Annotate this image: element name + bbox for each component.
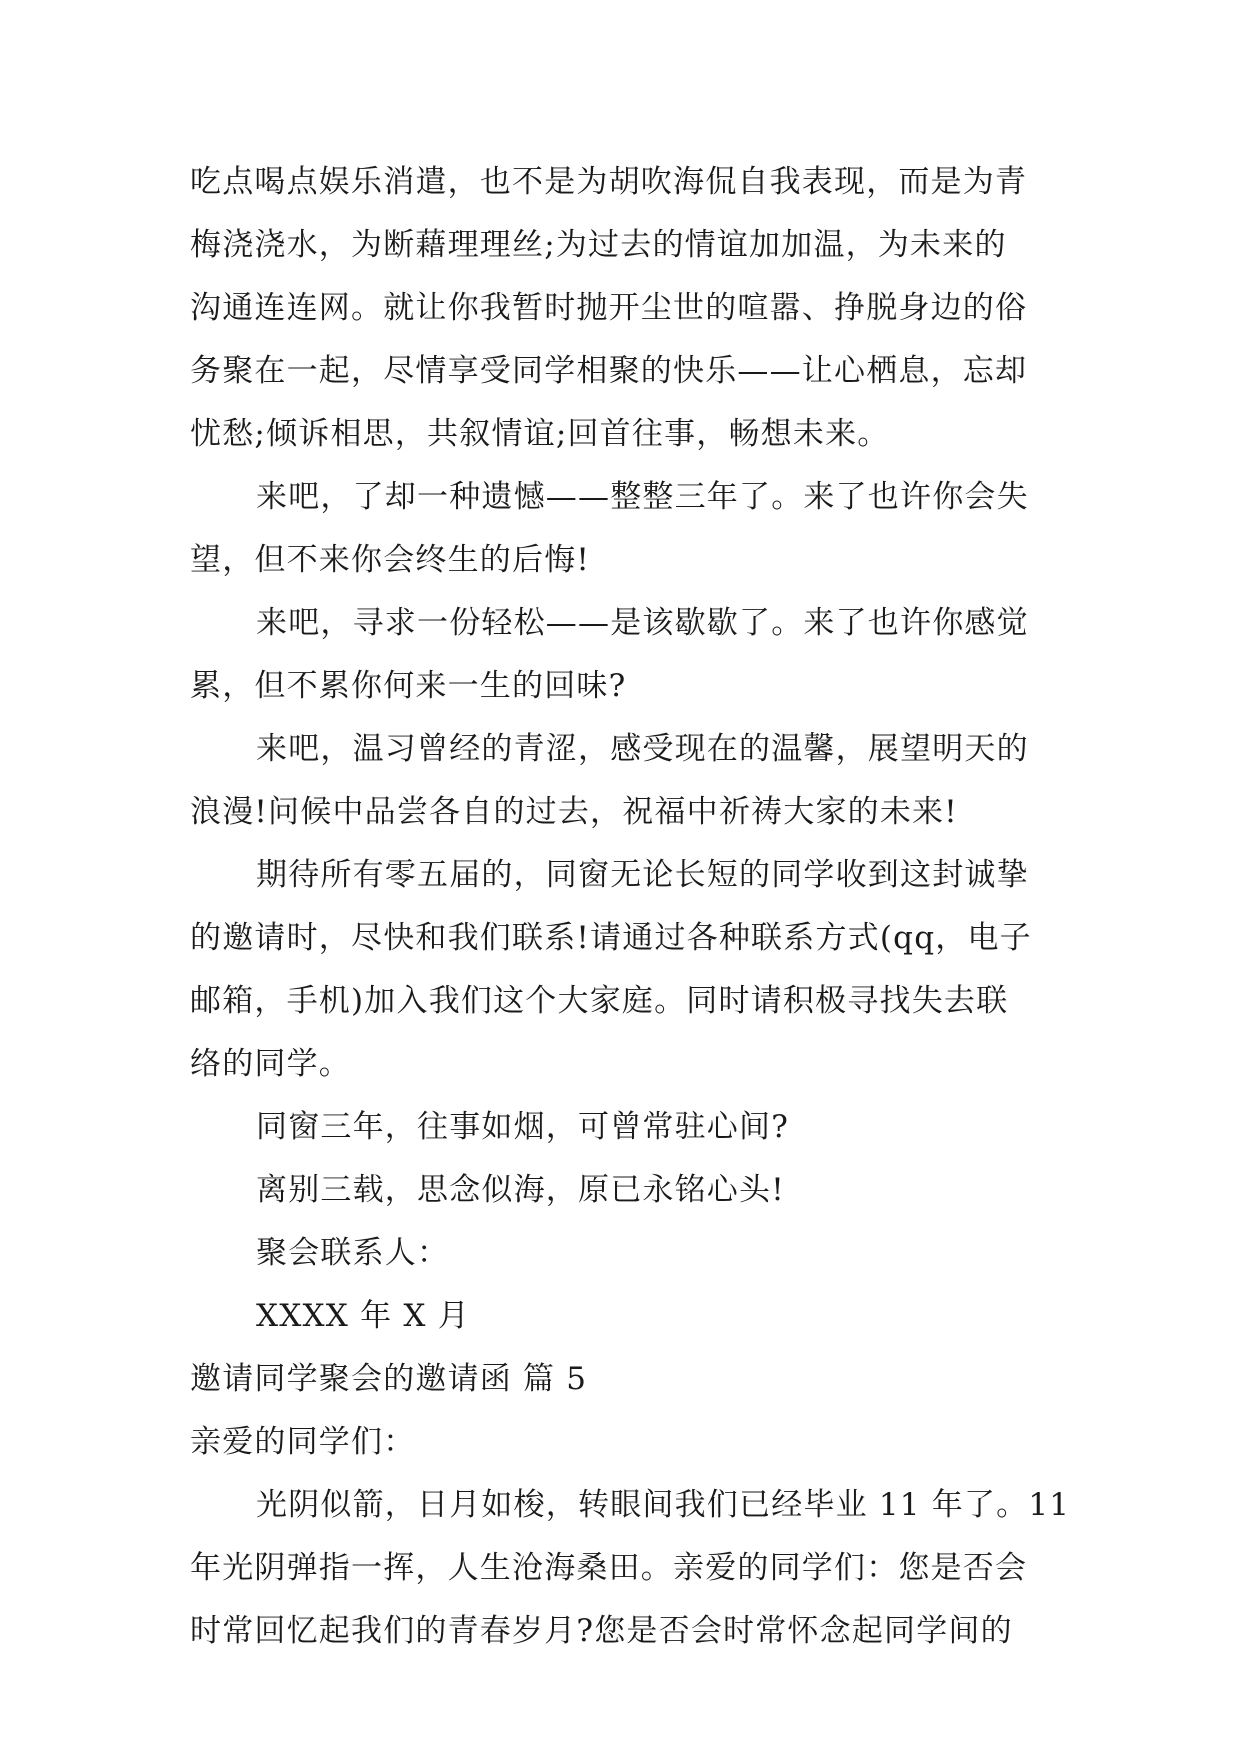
text-line: 络的同学。 (190, 1046, 351, 1082)
salutation: 亲爱的同学们： (190, 1424, 416, 1460)
text-line: 沟通连连网。就让你我暂时抛开尘世的喧嚣、挣脱身边的俗 (190, 290, 1028, 326)
text-line: 浪漫!问候中品尝各自的过去，祝福中祈祷大家的未来! (190, 794, 958, 830)
contact-label: 聚会联系人： (256, 1235, 450, 1271)
text-line: 的邀请时，尽快和我们联系!请通过各种联系方式(qq，电子 (190, 920, 1032, 956)
text-line: 务聚在一起，尽情享受同学相聚的快乐——让心栖息，忘却 (190, 353, 1028, 389)
text-line: 来吧，寻求一份轻松——是该歇歇了。来了也许你感觉 (256, 605, 1029, 641)
text-line: 来吧，温习曾经的青涩，感受现在的温馨，展望明天的 (256, 731, 1029, 767)
text-line: 光阴似箭，日月如梭，转眼间我们已经毕业 11 年了。11 (256, 1487, 1071, 1523)
text-line: 来吧，了却一种遗憾——整整三年了。来了也许你会失 (256, 479, 1029, 515)
text-line: 忧愁;倾诉相思，共叙情谊;回首往事，畅想未来。 (190, 416, 890, 452)
text-line: 吃点喝点娱乐消遣，也不是为胡吹海侃自我表现，而是为青 (190, 164, 1028, 200)
text-line: 年光阴弹指一挥，人生沧海桑田。亲爱的同学们：您是否会 (190, 1550, 1028, 1586)
text-line: 望，但不来你会终生的后悔! (190, 542, 591, 578)
text-line: 同窗三年，往事如烟，可曾常驻心间? (256, 1109, 790, 1145)
document-body (190, 151, 1071, 1663)
text-line: 时常回忆起我们的青春岁月?您是否会时常怀念起同学间的 (190, 1613, 1013, 1649)
text-line: 梅浇浇水，为断藉理理丝;为过去的情谊加加温，为未来的 (190, 227, 1007, 263)
date-line: XXXX 年 X 月 (256, 1298, 470, 1334)
text-line: 邮箱，手机)加入我们这个大家庭。同时请积极寻找失去联 (190, 983, 1009, 1019)
text-line: 累，但不累你何来一生的回味? (190, 668, 627, 704)
section-heading: 邀请同学聚会的邀请函 篇 5 (190, 1361, 588, 1397)
text-line: 离别三载，思念似海，原已永铭心头! (256, 1172, 785, 1208)
text-line: 期待所有零五届的，同窗无论长短的同学收到这封诚挚 (256, 857, 1029, 893)
